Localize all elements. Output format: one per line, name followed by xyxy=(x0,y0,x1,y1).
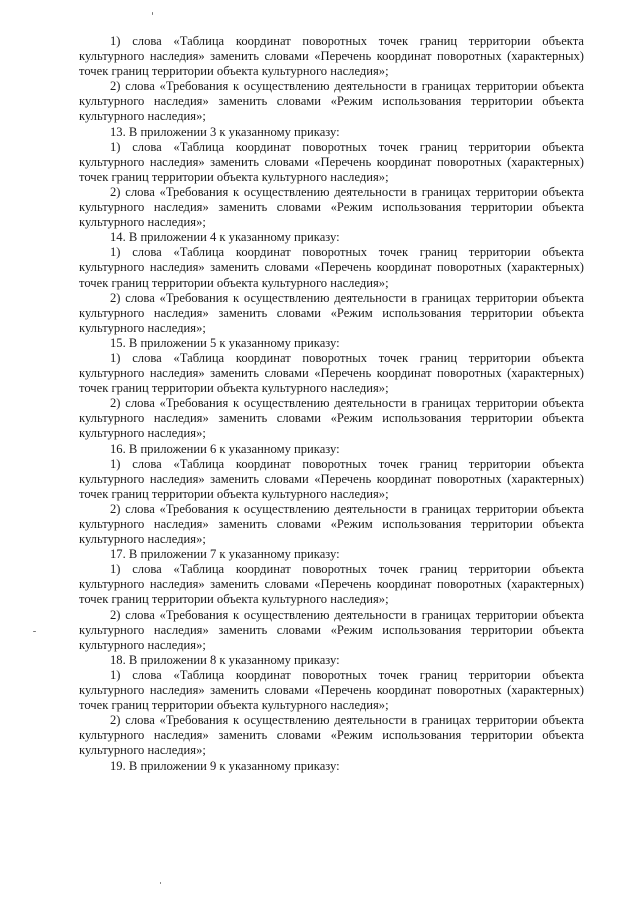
amendment-item: 1) слова «Таблица координат поворотных точек границ территории объекта культурного наследия» заменить словами «Перечень координат поворотных (характерных) точек границ территории объекта культурного наследия»; xyxy=(79,562,584,607)
amendment-item: 2) слова «Требования к осуществлению деятельности в границах территории объекта культурного наследия» заменить словами «Режим использования территории объекта культурного наследия»; xyxy=(79,184,584,230)
section-heading: 13. В приложении 3 к указанному приказу: xyxy=(110,124,340,139)
section-heading: 15. В приложении 5 к указанному приказу: xyxy=(110,335,340,350)
amendment-item: 2) слова «Требования к осуществлению деятельности в границах территории объекта культурного наследия» заменить словами «Режим использования территории объекта культурного наследия»; xyxy=(79,501,584,547)
scan-speck xyxy=(152,12,153,15)
scan-speck xyxy=(160,882,161,884)
section-heading: 17. В приложении 7 к указанному приказу: xyxy=(110,547,340,562)
amendment-item: 1) слова «Таблица координат поворотных точек границ территории объекта культурного наследия» заменить словами «Перечень координат поворотных (характерных) точек границ территории объекта культурного наследия»; xyxy=(79,667,584,713)
amendment-item: 2) слова «Требования к осуществлению деятельности в границах территории объекта культурного наследия» заменить словами «Режим использования территории объекта культурного наследия»; xyxy=(79,396,584,441)
amendment-item: 1) слова «Таблица координат поворотных точек границ территории объекта культурного наследия» заменить словами «Перечень координат поворотных (характерных) точек границ территории объекта культурного наследия»; xyxy=(79,350,584,396)
document-body xyxy=(79,34,584,774)
amendment-item: 1) слова «Таблица координат поворотных точек границ территории объекта культурного наследия» заменить словами «Перечень координат поворотных (характерных) точек границ территории объекта культурного наследия»; xyxy=(79,245,584,290)
amendment-item: 2) слова «Требования к осуществлению деятельности в границах территории объекта культурного наследия» заменить словами «Режим использования территории объекта культурного наследия»; xyxy=(79,79,584,124)
amendment-item: 1) слова «Таблица координат поворотных точек границ территории объекта культурного наследия» заменить словами «Перечень координат поворотных (характерных) точек границ территории объекта культурного наследия»; xyxy=(79,456,584,501)
amendment-item: 2) слова «Требования к осуществлению деятельности в границах территории объекта культурного наследия» заменить словами «Режим использования территории объекта культурного наследия»; xyxy=(79,607,584,652)
amendment-item: 1) слова «Таблица координат поворотных точек границ территории объекта культурного наследия» заменить словами «Перечень координат поворотных (характерных) точек границ территории объекта культурного наследия»; xyxy=(79,139,584,184)
amendment-item: 2) слова «Требования к осуществлению деятельности в границах территории объекта культурного наследия» заменить словами «Режим использования территории объекта культурного наследия»; xyxy=(79,713,584,758)
section-heading: 14. В приложении 4 к указанному приказу: xyxy=(110,230,340,245)
amendment-item: 1) слова «Таблица координат поворотных точек границ территории объекта культурного наследия» заменить словами «Перечень координат поворотных (характерных) точек границ территории объекта культурного наследия»; xyxy=(79,34,584,79)
amendment-item: 2) слова «Требования к осуществлению деятельности в границах территории объекта культурного наследия» заменить словами «Режим использования территории объекта культурного наследия»; xyxy=(79,290,584,335)
scan-speck xyxy=(33,631,36,632)
section-heading: 18. В приложении 8 к указанному приказу: xyxy=(110,652,340,667)
section-heading: 19. В приложении 9 к указанному приказу: xyxy=(110,758,340,773)
section-heading: 16. В приложении 6 к указанному приказу: xyxy=(110,441,340,456)
